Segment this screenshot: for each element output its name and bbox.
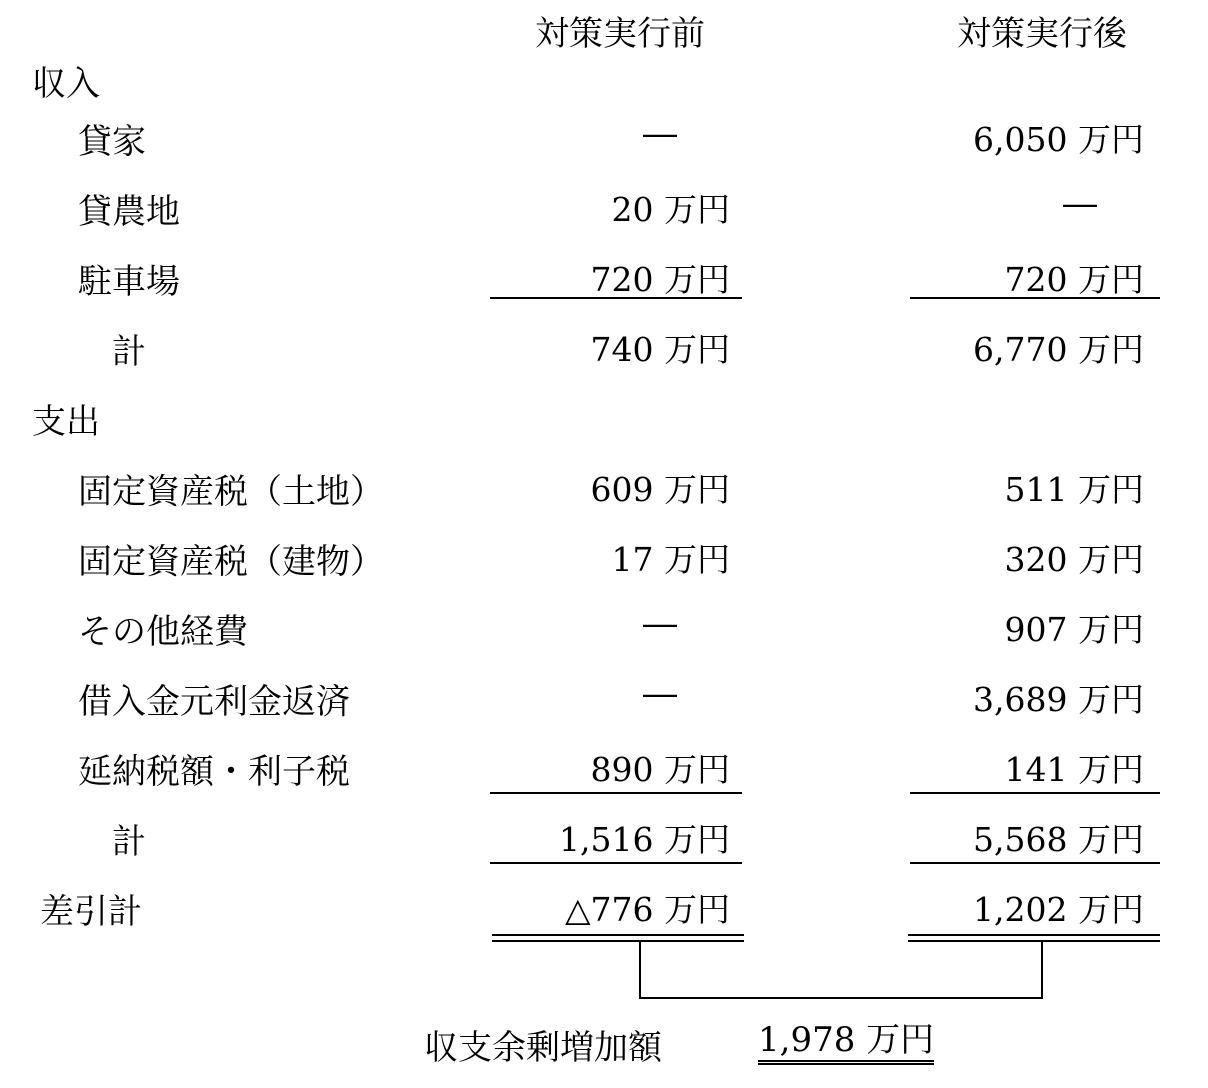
income-section-title: 収入: [32, 64, 100, 104]
difference-label: 差引計: [40, 892, 142, 932]
expense-row-before: ―: [643, 674, 677, 714]
expense-total-label: 計: [112, 822, 146, 862]
expense-section-title: 支出: [32, 402, 100, 442]
difference-double-rule-before: [492, 934, 744, 942]
income-row-after: ―: [1063, 184, 1097, 224]
income-row-before: 20 万円: [611, 190, 730, 229]
expense-row-after: 141 万円: [1004, 750, 1144, 789]
expense-row-before: 17 万円: [611, 540, 730, 579]
income-row-label: 貸農地: [78, 192, 180, 232]
expense-row-label: その他経費: [78, 612, 248, 652]
income-subtotal-rule-before: [490, 297, 742, 299]
connector-right-line: [1041, 940, 1043, 998]
expense-total-before: 1,516 万円: [559, 820, 730, 859]
difference-after: 1,202 万円: [973, 890, 1144, 929]
expense-row-label: 固定資産税（土地）: [78, 472, 384, 512]
income-row-after: 720 万円: [1004, 260, 1144, 299]
expense-row-before: 609 万円: [590, 470, 730, 509]
expense-subtotal-rule-after: [910, 792, 1160, 794]
difference-rule-before: [490, 862, 742, 864]
expense-row-before: ―: [643, 604, 677, 644]
expense-row-label: 借入金元利金返済: [78, 682, 350, 722]
expense-row-after: 3,689 万円: [973, 680, 1144, 719]
difference-before: △776 万円: [565, 890, 730, 929]
expense-row-before: 890 万円: [590, 750, 730, 789]
income-row-label: 駐車場: [78, 262, 180, 302]
expense-subtotal-rule-before: [490, 792, 742, 794]
connector-left-line: [639, 940, 641, 998]
income-total-after: 6,770 万円: [973, 330, 1144, 369]
income-row-before: 720 万円: [590, 260, 730, 299]
column-header-before: 対策実行前: [535, 14, 705, 54]
income-row-label: 貸家: [78, 122, 146, 162]
income-total-label: 計: [112, 332, 146, 372]
expense-total-after: 5,568 万円: [973, 820, 1144, 859]
connector-bottom-line: [639, 997, 1043, 999]
expense-row-label: 固定資産税（建物）: [78, 542, 384, 582]
expense-row-after: 511 万円: [1004, 470, 1144, 509]
income-subtotal-rule-after: [910, 297, 1160, 299]
difference-double-rule-after: [908, 934, 1160, 942]
column-header-after: 対策実行後: [957, 14, 1127, 54]
surplus-increase-value: 1,978 万円: [758, 1020, 934, 1065]
expense-row-after: 907 万円: [1004, 610, 1144, 649]
income-row-after: 6,050 万円: [973, 120, 1144, 159]
income-total-before: 740 万円: [590, 330, 730, 369]
expense-row-after: 320 万円: [1004, 540, 1144, 579]
expense-row-label: 延納税額・利子税: [78, 752, 350, 792]
difference-rule-after: [910, 862, 1160, 864]
income-row-before: ―: [643, 114, 677, 154]
surplus-increase-label: 収支余剰増加額: [424, 1028, 662, 1068]
